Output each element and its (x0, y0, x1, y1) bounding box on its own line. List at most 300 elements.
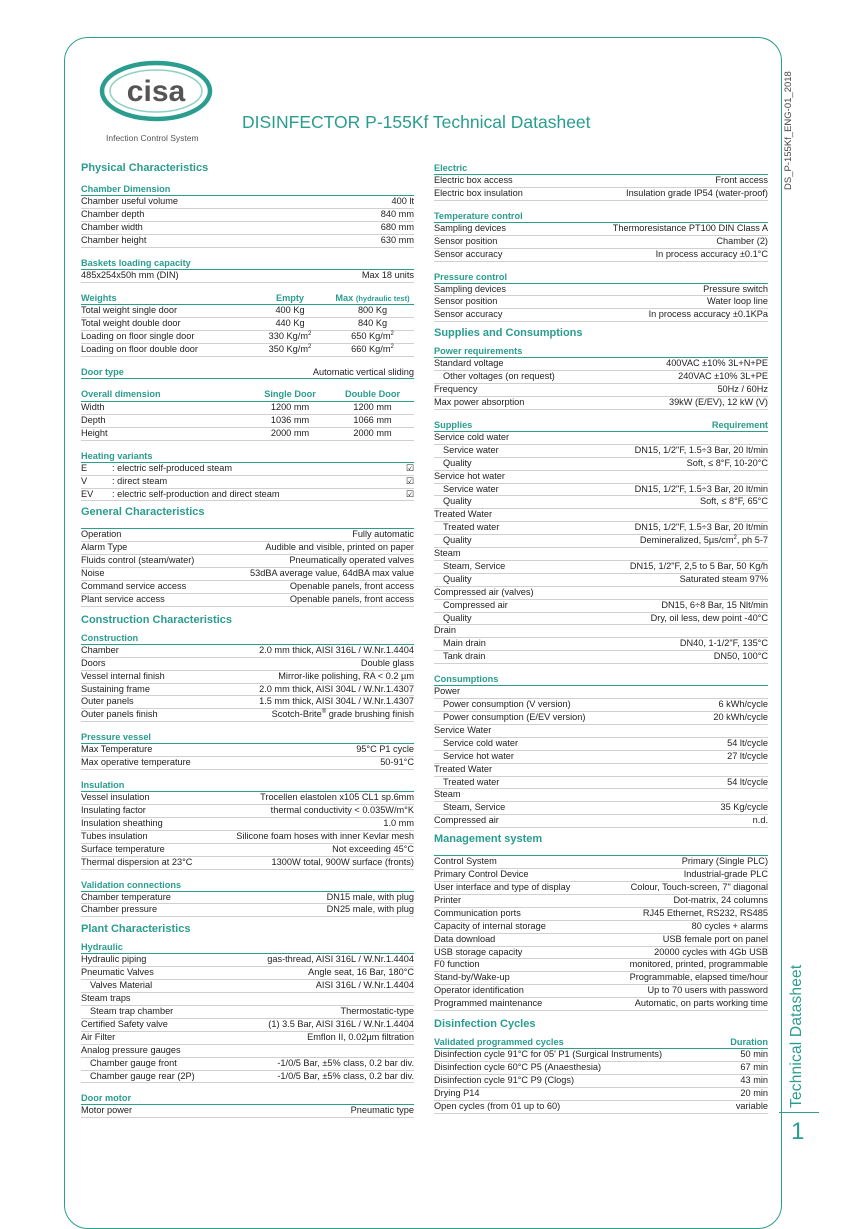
row-label: Open cycles (from 01 up to 60) (434, 1100, 561, 1111)
row-label: Chamber gauge rear (2P) (90, 1070, 195, 1081)
row-value: 2.0 mm thick, AISI 304L / W.Nr.1.4307 (259, 683, 414, 694)
table-row (434, 309, 768, 322)
row-label: Power (434, 686, 461, 697)
pressure-vessel-table (81, 744, 414, 770)
table-row (81, 1032, 414, 1045)
table-row (434, 561, 768, 574)
row-value: RJ45 Ethernet, RS232, RS485 (642, 907, 768, 918)
table-row (81, 331, 414, 344)
row-value: 400VAC ±10% 3L+N+PE (666, 358, 768, 369)
row-label: Treated water (443, 522, 500, 533)
row-value-double: 1200 mm (353, 401, 392, 412)
row-label: Motor power (81, 1105, 133, 1116)
row-value-empty: 440 Kg (275, 318, 305, 329)
table-row (81, 844, 414, 857)
row-label: Capacity of internal storage (434, 920, 546, 931)
row-label: Surface temperature (81, 843, 165, 854)
superscript: 2 (307, 344, 312, 351)
document-code: DS_P-155Kf_ENG-01_2018 (783, 71, 794, 190)
page-number: 1 (791, 1118, 805, 1145)
table-row (434, 972, 768, 985)
weights-title: Weights (81, 292, 117, 303)
table-row (434, 522, 768, 535)
row-label: Chamber pressure (81, 904, 158, 915)
row-label: Steam trap chamber (90, 1005, 174, 1016)
row-value: 680 mm (380, 221, 414, 232)
row-value: Automatic, on parts working time (634, 998, 768, 1009)
table-row (434, 284, 768, 297)
col-empty: Empty (275, 292, 305, 303)
row-value: Mirror-like polishing, RA < 0.2 µm (278, 670, 414, 681)
subsection-title: Chamber Dimension (81, 184, 414, 196)
table-row (81, 542, 414, 555)
row-value: 54 lt/cycle (727, 737, 768, 748)
row-label: Vessel internal finish (81, 670, 165, 681)
brand-tagline: Infection Control System (106, 133, 199, 143)
section-title: General Characteristics (81, 506, 205, 519)
door-type-row (81, 367, 414, 379)
table-row (81, 1045, 414, 1058)
row-value: Pneumatic type (350, 1105, 414, 1116)
table-row (81, 415, 414, 428)
row-value: 53dBA average value, 64dBA max value (250, 568, 414, 579)
right-column (434, 163, 768, 1114)
variant-code: V (81, 475, 88, 486)
row-value-max: 660 $Kg/m^2$ (351, 344, 394, 355)
row-value: 20000 cycles with 4Gb USB (654, 946, 768, 957)
row-label: Analog pressure gauges (81, 1044, 181, 1055)
variant-desc: : electric self-produced steam (112, 462, 232, 473)
table-row (81, 270, 414, 283)
row-label: Frequency (434, 384, 478, 395)
table-row (81, 993, 414, 1006)
row-value: Programmable, elapsed time/hour (629, 972, 768, 983)
row-label: Service hot water (434, 470, 505, 481)
row-value: 20 min (740, 1087, 768, 1098)
checkbox-icon: ☑ (405, 488, 414, 499)
row-label: Air Filter (81, 1031, 116, 1042)
row-value: Double glass (360, 657, 414, 668)
row-value: 1.0 mm (383, 817, 414, 828)
section-title: Management system (434, 833, 543, 846)
row-label: Plant service access (81, 593, 165, 604)
table-row (81, 792, 414, 805)
table-row: Outer panels finish Scotch-Brite® grade brushing finish (81, 709, 414, 722)
row-value: 67 min (740, 1061, 768, 1072)
row-label: Tubes insulation (81, 830, 148, 841)
row-label: Main drain (443, 638, 486, 649)
duration-label: Duration (730, 1037, 768, 1048)
table-row (434, 1075, 768, 1088)
overall-title: Overall dimension (81, 389, 161, 400)
table-row (434, 358, 768, 371)
row-value: Thermostatic-type (340, 1005, 414, 1016)
row-value: Openable panels, front access (289, 593, 414, 604)
overall-header (81, 389, 414, 402)
baskets-table (81, 270, 414, 283)
row-value-empty: 350 $Kg/m^2$ (268, 344, 312, 355)
row-label: Sensor position (434, 235, 498, 246)
row-value: Saturated steam 97% (679, 573, 768, 584)
table-row (434, 1101, 768, 1114)
table-row (81, 209, 414, 222)
table-row (81, 344, 414, 357)
table-row (434, 397, 768, 410)
col-single-door: Single Door (264, 389, 316, 400)
row-label: Steam, Service (443, 560, 506, 571)
table-row (434, 725, 768, 738)
row-label: Service water (443, 444, 499, 455)
supplies-title: Supplies (434, 419, 473, 430)
row-value: DN25 male, with plug (326, 904, 414, 915)
row-label: Vessel insulation (81, 792, 150, 803)
row-value: gas-thread, AISI 316L / W.Nr.1.4404 (267, 954, 414, 965)
row-value: Trocellen elastolen x105 CL1 sp.6mm (260, 792, 414, 803)
table-row (81, 658, 414, 671)
table-row (81, 980, 414, 993)
row-value: 240VAC ±10% 3L+PE (678, 371, 768, 382)
subsection-title: Pressure control (434, 272, 768, 284)
subsection-title: Electric (434, 163, 768, 175)
row-label: Electric box insulation (434, 187, 523, 198)
superscript: 2 (390, 344, 394, 351)
chamber-dimension-table (81, 196, 414, 248)
row-label: Drying P14 (434, 1087, 480, 1098)
supplies-table (434, 432, 768, 535)
row-value: Max 18 units (361, 269, 414, 280)
table-row (81, 463, 414, 476)
row-value-single: 1200 mm (270, 401, 310, 412)
table-row (434, 686, 768, 699)
row-value: DN15, 1/2"F, 1.5÷3 Bar, 20 lt/min (634, 483, 768, 494)
row-label: Stand-by/Wake-up (434, 972, 510, 983)
table-row (81, 831, 414, 844)
row-value: Thermoresistance PT100 DIN Class A (612, 222, 768, 233)
row-label: Chamber useful volume (81, 196, 179, 206)
variant-code: EV (81, 488, 94, 499)
table-row (434, 764, 768, 777)
row-value: 6 kWh/cycle (718, 699, 768, 710)
section-title: Plant Characteristics (81, 923, 191, 936)
table-row (81, 1019, 414, 1032)
row-label: Power consumption (V version) (443, 699, 571, 710)
door-motor-table (81, 1105, 414, 1118)
subsection-title: Validation connections (81, 880, 414, 892)
row-value: 43 min (740, 1074, 768, 1085)
supplies-header (434, 420, 768, 432)
row-label: Compressed air (valves) (434, 586, 534, 597)
table-row (434, 712, 768, 725)
construction-table (81, 645, 414, 710)
row-value: Front access (715, 175, 768, 185)
electric-table (434, 175, 768, 201)
door-type-title: Door type (81, 367, 124, 378)
row-label: Chamber depth (81, 208, 145, 219)
row-label: Service water (443, 483, 499, 494)
row-label: Steam traps (81, 993, 131, 1004)
row-label: Width (81, 401, 105, 412)
table-row (81, 235, 414, 248)
row-label: Noise (81, 568, 105, 579)
table-row (81, 1105, 414, 1118)
overall-dimension-table (81, 402, 414, 441)
table-row (434, 296, 768, 309)
row-label: Hydraulic piping (81, 954, 147, 965)
row-value: 50 min (740, 1049, 768, 1060)
row-label: Control System (434, 856, 497, 867)
row-value: Chamber (2) (716, 235, 768, 246)
row-label: Loading on floor single door (81, 331, 195, 342)
row-value: 400 lt (391, 196, 414, 206)
row-label: Steam (434, 789, 461, 800)
row-label: Total weight single door (81, 305, 178, 316)
row-value: 39kW (E/EV), 12 kW (V) (668, 396, 768, 407)
table-row (434, 998, 768, 1011)
row-value: 1.5 mm thick, AISI 304L / W.Nr.1.4307 (259, 696, 414, 707)
table-row (81, 581, 414, 594)
temperature-control-table (434, 223, 768, 262)
row-value: (1) 3.5 Bar, AISI 316L / W.Nr.1.4404 (268, 1018, 414, 1029)
row-value: 50Hz / 60Hz (717, 384, 768, 395)
table-row: Quality Demineralized, $5\mu s/cm^2$, ph 5-7 (434, 535, 768, 548)
table-row (81, 568, 414, 581)
row-value: Angle seat, 16 Bar, 180°C (308, 967, 414, 978)
subsection-title: Insulation (81, 780, 414, 792)
row-label: Sensor accuracy (434, 309, 503, 320)
table-row (434, 1049, 768, 1062)
row-value: Audible and visible, printed on paper (265, 542, 414, 553)
row-label: Sensor position (434, 296, 498, 307)
table-row (434, 371, 768, 384)
row-value: monitored, printed, programmable (629, 959, 768, 970)
row-value: Openable panels, front access (289, 581, 414, 592)
table-row (81, 318, 414, 331)
row-value: 35 Kg/cycle (720, 802, 768, 813)
table-row (434, 895, 768, 908)
row-label: Sampling devices (434, 222, 507, 233)
row-value: 27 lt/cycle (727, 750, 768, 761)
row-label: Chamber temperature (81, 891, 171, 902)
table-row (81, 1058, 414, 1071)
row-label: Drain (434, 625, 456, 636)
row-label: Chamber height (81, 234, 147, 245)
row-value: Pressure switch (703, 283, 768, 294)
table-row (434, 496, 768, 509)
row-value-single: 1036 mm (270, 414, 310, 425)
row-value: DN15, 1/2"F, 2,5 to 5 Bar, 50 Kg/h (629, 560, 768, 571)
row-value: Pneumatically operated valves (289, 555, 414, 566)
row-value-double: 2000 mm (353, 427, 392, 438)
row-label: Height (81, 427, 108, 438)
row-label: Operation (81, 529, 122, 540)
section-title: Construction Characteristics (81, 613, 232, 626)
subsection-title: Hydraulic (81, 942, 414, 954)
table-row (81, 1071, 414, 1084)
row-value: -1/0/5 Bar, ±5% class, 0.2 bar div. (277, 1057, 414, 1068)
brand-wordmark: cisa (126, 75, 186, 108)
weights-table (81, 305, 414, 357)
table-row (434, 802, 768, 815)
table-row (81, 529, 414, 542)
row-label: Depth (81, 414, 106, 425)
management-table (434, 856, 768, 1011)
table-row (434, 789, 768, 802)
row-value: 95°C P1 cycle (356, 744, 414, 755)
table-row (434, 882, 768, 895)
table-row (81, 967, 414, 980)
power-requirements-table (434, 358, 768, 410)
table-row (434, 458, 768, 471)
insulation-table (81, 792, 414, 869)
subsection-title: Pressure vessel (81, 732, 414, 744)
consumptions-table (434, 686, 768, 828)
table-row (81, 489, 414, 502)
row-value: -1/0/5 Bar, ±5% class, 0.2 bar div. (277, 1070, 414, 1081)
row-value: Silicone foam hoses with inner Kevlar mesh (236, 830, 414, 841)
subsection-title: Power requirements (434, 346, 768, 358)
table-row (434, 471, 768, 484)
row-label: Max Temperature (81, 744, 153, 755)
row-value: Emflon II, 0.02µm filtration (307, 1031, 414, 1042)
row-value-double: 1066 mm (353, 414, 392, 425)
row-label: Valves Material (90, 980, 153, 991)
row-label: Compressed air (443, 599, 508, 610)
row-label: Service cold water (443, 737, 519, 748)
pressure-control-table (434, 284, 768, 323)
row-label: Steam (434, 548, 461, 559)
row-value-max: 650 $Kg/m^2$ (351, 331, 394, 342)
row-label: Max operative temperature (81, 757, 191, 768)
col-double-door: Double Door (344, 389, 401, 400)
superscript: 2 (307, 331, 312, 338)
row-value: Fully automatic (352, 529, 414, 540)
subsection-title: Baskets loading capacity (81, 258, 414, 270)
row-value: DN15, 1/2"F, 1.5÷3 Bar, 20 lt/min (634, 522, 768, 533)
row-label: Data download (434, 933, 496, 944)
row-label: USB storage capacity (434, 946, 523, 957)
left-column (81, 161, 414, 1118)
row-label: Service cold water (434, 431, 510, 442)
table-row (434, 638, 768, 651)
row-label: Operator identification (434, 985, 524, 996)
row-label: Compressed air (434, 815, 499, 826)
table-row (81, 671, 414, 684)
row-value: DN15, 1/2"F, 1.5÷3 Bar, 20 lt/min (634, 444, 768, 455)
row-label: Printer (434, 894, 462, 905)
table-row (81, 892, 414, 905)
section-title: Supplies and Consumptions (434, 327, 583, 340)
row-label: Outer panels (81, 696, 134, 707)
row-label: Chamber (81, 644, 119, 655)
hydraulic-table (81, 954, 414, 1083)
row-label: Disinfection cycle 91°C P9 (Clogs) (434, 1074, 575, 1085)
supplies-table-2 (434, 548, 768, 664)
row-value: 80 cycles + alarms (691, 920, 768, 931)
row-label: Insulation sheathing (81, 817, 163, 828)
general-table (81, 529, 414, 606)
row-value-empty: 400 Kg (275, 305, 305, 316)
row-label: Chamber width (81, 221, 143, 232)
row-label: Max power absorption (434, 396, 525, 407)
row-value: 20 kWh/cycle (713, 712, 768, 722)
table-row (81, 1006, 414, 1019)
table-row (81, 402, 414, 415)
row-label: Sensor accuracy (434, 248, 503, 259)
row-label: Loading on floor double door (81, 344, 198, 355)
subsection-title: Heating variants (81, 451, 414, 463)
row-value-max: 800 Kg (357, 305, 388, 316)
row-label: Steam, Service (443, 802, 506, 813)
section-title: Physical Characteristics (81, 162, 209, 174)
table-row (434, 249, 768, 262)
row-value: 840 mm (380, 208, 414, 219)
row-label: Quality (443, 573, 472, 584)
row-label: Alarm Type (81, 542, 128, 553)
table-row (434, 815, 768, 828)
row-label: Primary Control Device (434, 869, 529, 880)
row-label: Service hot water (443, 750, 514, 761)
row-label: Quality (443, 612, 472, 623)
cisa-logo (96, 58, 216, 130)
section-title: Disinfection Cycles (434, 1018, 536, 1031)
variant-desc: : direct steam (112, 475, 168, 486)
row-label: Quality (443, 457, 472, 468)
row-value: Soft, ≤ 8°F, 65°C (699, 496, 768, 507)
table-row (434, 587, 768, 600)
row-label: Disinfection cycle 60°C P5 (Anaesthesia) (434, 1061, 602, 1072)
table-row (81, 476, 414, 489)
table-row (434, 699, 768, 712)
table-row (81, 222, 414, 235)
cycles-table (434, 1049, 768, 1114)
table-row (434, 188, 768, 201)
row-value: 54 lt/cycle (727, 776, 768, 787)
table-row (81, 904, 414, 917)
table-row (81, 696, 414, 709)
row-label: Pneumatic Valves (81, 967, 154, 978)
row-label: Certified Safety valve (81, 1018, 168, 1029)
row-value: n.d. (752, 815, 768, 826)
row-value: DN15 male, with plug (326, 891, 414, 902)
table-row (81, 818, 414, 831)
row-label: Other voltages (on request) (443, 371, 555, 382)
row-label: Treated Water (434, 509, 493, 520)
cycles-header (434, 1037, 768, 1049)
row-value: 2.0 mm thick, AISI 316L / W.Nr.1.4404 (259, 644, 414, 655)
row-value: DN40, 1-1/2"F, 135°C (679, 638, 768, 649)
table-row (81, 805, 414, 818)
row-value: Industrial-grade PLC (683, 869, 768, 880)
table-row (434, 445, 768, 458)
table-row (81, 757, 414, 770)
table-row (81, 954, 414, 967)
row-label: Programmed maintenance (434, 998, 543, 1009)
row-value: In process accuracy ±0.1KPa (648, 309, 768, 320)
row-value: Colour, Touch-screen, 7" diagonal (630, 881, 768, 892)
row-value: Up to 70 users with password (647, 985, 768, 996)
row-value: AISI 316L / W.Nr.1.4404 (315, 980, 414, 991)
row-value: Dry, oil less, dew point -40°C (650, 612, 768, 623)
table-row (434, 574, 768, 587)
table-row (434, 869, 768, 882)
row-label: Command service access (81, 581, 187, 592)
table-row (81, 645, 414, 658)
row-label: Doors (81, 657, 106, 668)
side-label: Technical Datasheet (788, 964, 805, 1108)
row-value-empty: 330 $Kg/m^2$ (268, 331, 312, 342)
row-label: Quality (443, 496, 472, 507)
row-value: Water loop line (707, 296, 768, 307)
